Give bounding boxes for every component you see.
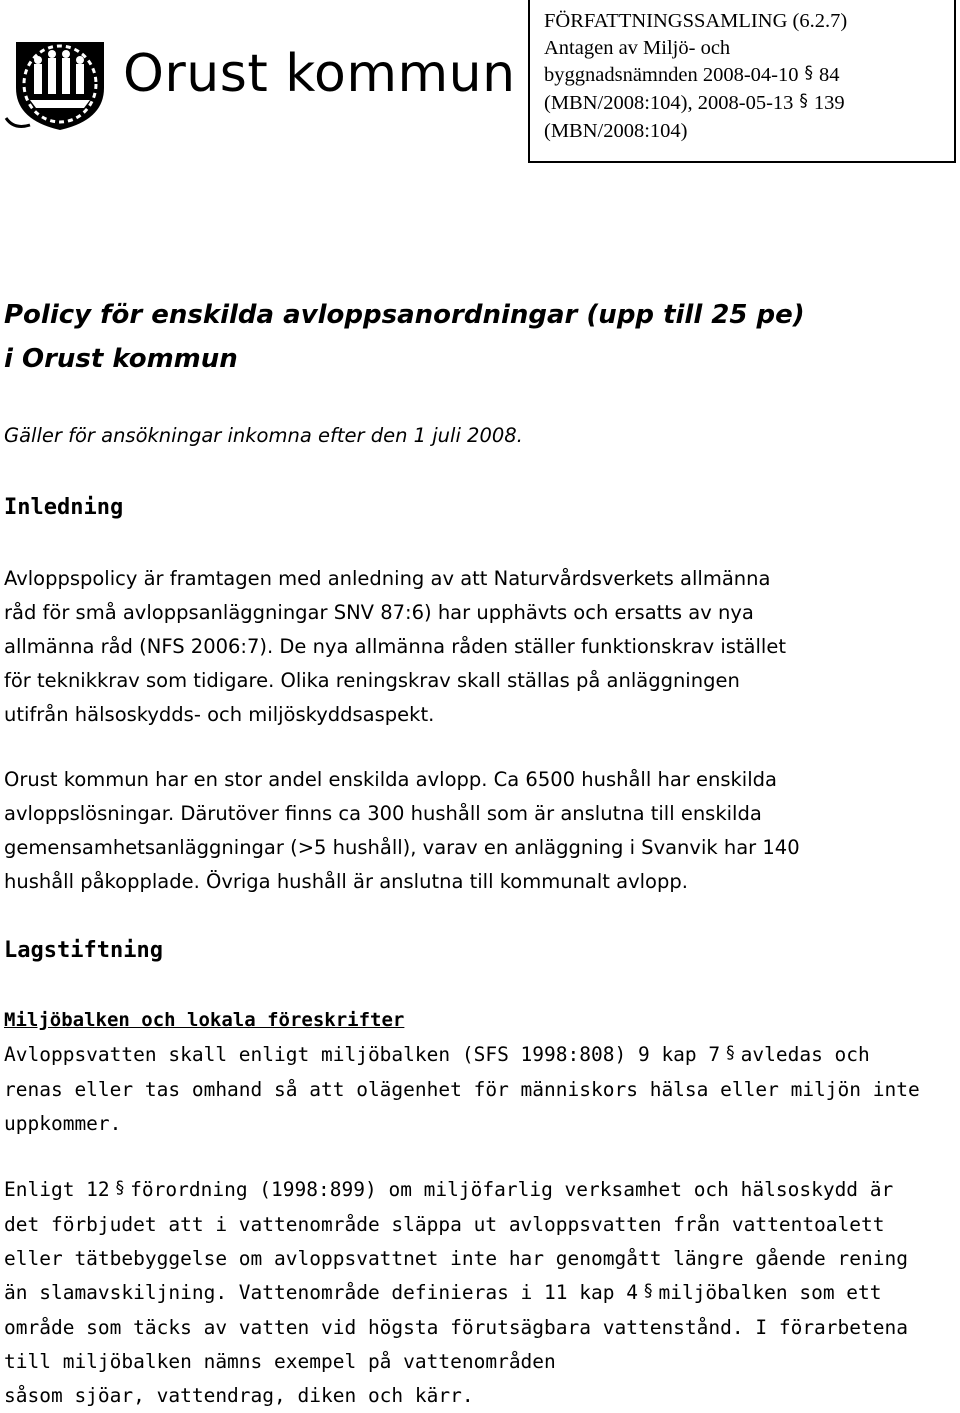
section-symbol: §	[726, 1043, 735, 1063]
text-line: Avloppspolicy är framtagen med anledning av att Naturvårdsverkets allmänna	[4, 567, 771, 590]
text: Avloppsvatten skall enligt miljöbalken (SFS 1998:808) 9 kap 7	[4, 1043, 721, 1066]
text-line: område som täcks av vatten vid högsta förutsägbara vattenstånd. I förarbetena	[4, 1316, 908, 1339]
orust-kommun-logo	[4, 30, 516, 135]
text-line: för teknikkrav som tidigare. Olika reningskrav skall ställas på anläggningen	[4, 669, 740, 692]
text: miljöbalken som ett	[658, 1281, 882, 1304]
section-symbol: §	[799, 91, 808, 111]
text-line: allmänna råd (NFS 2006:7). De nya allmänna råden ställer funktionskrav istället	[4, 635, 786, 658]
title-line: i Orust kommun	[4, 344, 238, 374]
box-text: byggnadsnämnden 2008-04-10	[544, 64, 799, 86]
text: än slamavskiljning. Vattenområde definieras i 11 kap 4	[4, 1281, 638, 1304]
box-text: 139	[813, 92, 845, 114]
text-line: råd för små avloppsanläggningar SNV 87:6) har upphävts och ersatts av nya	[4, 601, 754, 624]
text-line: eller tätbebyggelse om avloppsvattnet inte har genomgått längre gående rening	[4, 1247, 908, 1270]
heading-inledning: Inledning	[4, 495, 124, 520]
document-subtitle: Gäller för ansökningar inkomna efter den 1 juli 2008.	[4, 424, 523, 447]
text: förordning (1998:899) om miljöfarlig verksamhet och hälsoskydd är	[130, 1178, 894, 1201]
inledning-paragraph-2	[4, 763, 954, 899]
coat-of-arms-icon	[4, 30, 119, 135]
text: Enligt 12	[4, 1178, 110, 1201]
text-line: Orust kommun har en stor andel enskilda avlopp. Ca 6500 hushåll har enskilda	[4, 768, 777, 791]
text-line: avloppslösningar. Därutöver finns ca 300 hushåll som är anslutna till enskilda	[4, 802, 762, 825]
lagstiftning-paragraph-2	[4, 1173, 954, 1413]
statute-info-box	[528, 0, 956, 163]
text-line: renas eller tas omhand så att olägenhet för människors hälsa eller miljön inte	[4, 1078, 920, 1101]
text-line: gemensamhetsanläggningar (>5 hushåll), varav en anläggning i Svanvik har 140	[4, 836, 800, 859]
box-text: 84	[819, 64, 840, 86]
box-line: Antagen av Miljö- och	[544, 37, 731, 59]
text-line	[4, 1276, 954, 1311]
text-line: utifrån hälsoskydds- och miljöskyddsaspekt.	[4, 703, 435, 726]
text-line: hushåll påkopplade. Övriga hushåll är anslutna till kommunalt avlopp.	[4, 870, 688, 893]
box-line	[544, 90, 954, 118]
inledning-paragraph-1	[4, 562, 954, 732]
heading-lagstiftning: Lagstiftning	[4, 938, 163, 963]
document-title	[4, 293, 805, 381]
box-line: FÖRFATTNINGSSAMLING (6.2.7)	[544, 10, 848, 32]
section-symbol: §	[643, 1281, 653, 1301]
text-line	[4, 1038, 954, 1073]
text-line	[4, 1173, 954, 1208]
text-line: det förbjudet att i vattenområde släppa ut avloppsvatten från vattentoalett	[4, 1213, 885, 1236]
section-symbol: §	[115, 1178, 125, 1198]
box-line	[544, 62, 954, 90]
text-line: såsom sjöar, vattendrag, diken och kärr.	[4, 1384, 474, 1407]
box-line: (MBN/2008:104)	[544, 120, 688, 142]
section-symbol: §	[804, 63, 813, 83]
text-line: uppkommer.	[4, 1112, 122, 1135]
subheading-miljobalken: Miljöbalken och lokala föreskrifter	[4, 1009, 405, 1031]
lagstiftning-paragraph-1	[4, 1038, 954, 1141]
title-line: Policy för enskilda avloppsanordningar (upp till 25 pe)	[4, 300, 805, 330]
text-line: till miljöbalken nämns exempel på vattenområden	[4, 1350, 556, 1373]
box-text: (MBN/2008:104), 2008-05-13	[544, 92, 794, 114]
text: avledas och	[740, 1043, 870, 1066]
logo-text: Orust kommun	[123, 44, 516, 104]
